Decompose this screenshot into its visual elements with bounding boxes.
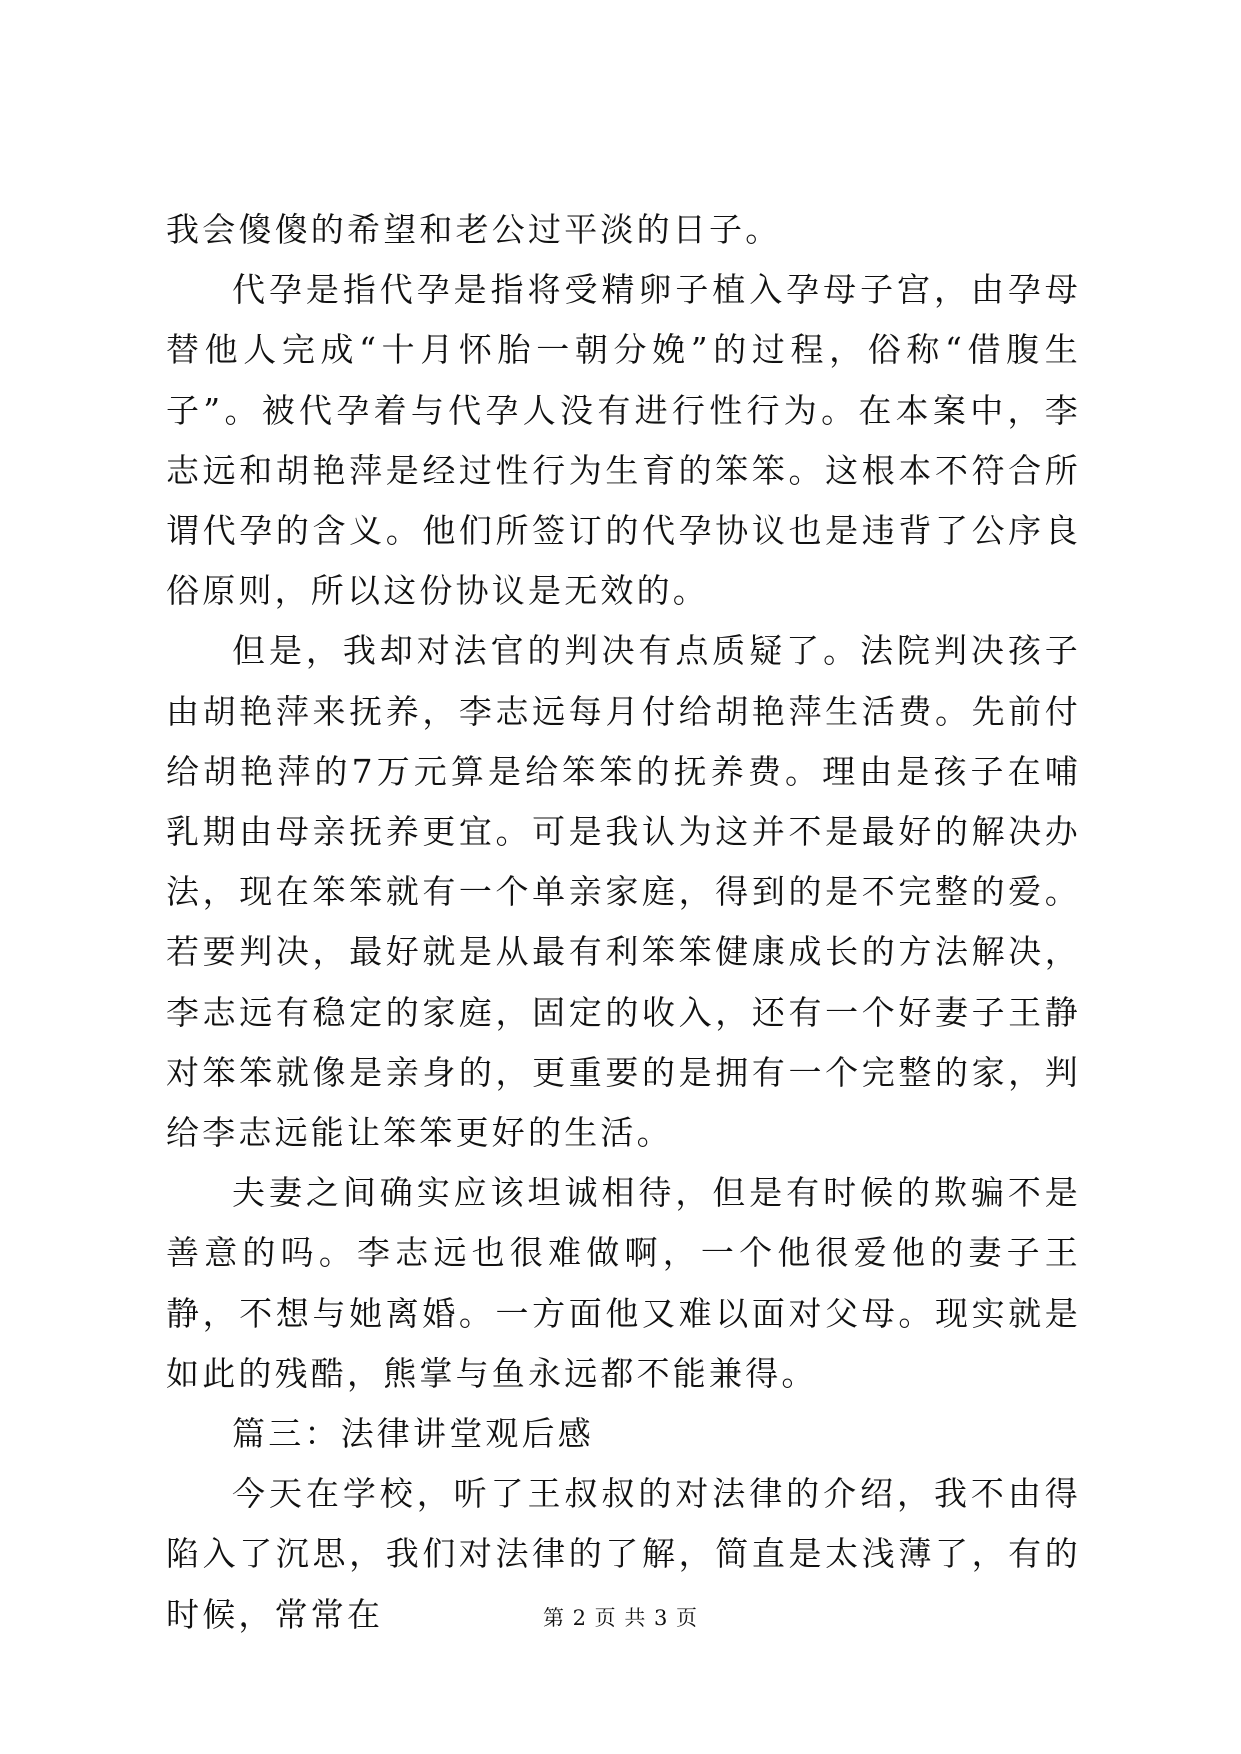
paragraph: 代孕是指代孕是指将受精卵子植入孕母子宫，由孕母替他人完成“十月怀胎一朝分娩”的过程，俗称“借腹生子”。被代孕着与代孕人没有进行性行为。在本案中，李志远和胡艳萍是经过性行为生育的笨笨。这根本不符合所谓代孕的含义。他们所签订的代孕协议也是违背了公序良俗原则，所以这份协议是无效的。 xyxy=(166,270,1081,611)
document-body xyxy=(166,200,1081,1645)
paragraph: 今天在学校，听了王叔叔的对法律的介绍，我不由得陷入了沉思，我们对法律的了解，简直是太浅薄了，有的时候，常常在 xyxy=(166,1474,1081,1634)
paragraph: 但是，我却对法官的判决有点质疑了。法院判决孩子由胡艳萍来抚养，李志远每月付给胡艳萍生活费。先前付给胡艳萍的7万元算是给笨笨的抚养费。理由是孩子在哺乳期由母亲抚养更宜。可是我认为这并不是最好的解决办法，现在笨笨就有一个单亲家庭，得到的是不完整的爱。若要判决，最好就是从最有利笨笨健康成长的方法解决，李志远有稳定的家庭，固定的收入，还有一个好妻子王静对笨笨就像是亲身的，更重要的是拥有一个完整的家，判给李志远能让笨笨更好的生活。 xyxy=(166,631,1081,1153)
paragraph: 我会傻傻的希望和老公过平淡的日子。 xyxy=(166,210,782,249)
paragraph: 夫妻之间确实应该坦诚相待，但是有时候的欺骗不是善意的吗。李志远也很难做啊，一个他很爱他的妻子王静，不想与她离婚。一方面他又难以面对父母。现实就是如此的残酷，熊掌与鱼永远都不能兼得。 xyxy=(166,1173,1081,1393)
page-number-footer: 第 2 页 共 3 页 xyxy=(542,1606,699,1630)
section-heading: 篇三：法律讲堂观后感 xyxy=(232,1414,594,1454)
